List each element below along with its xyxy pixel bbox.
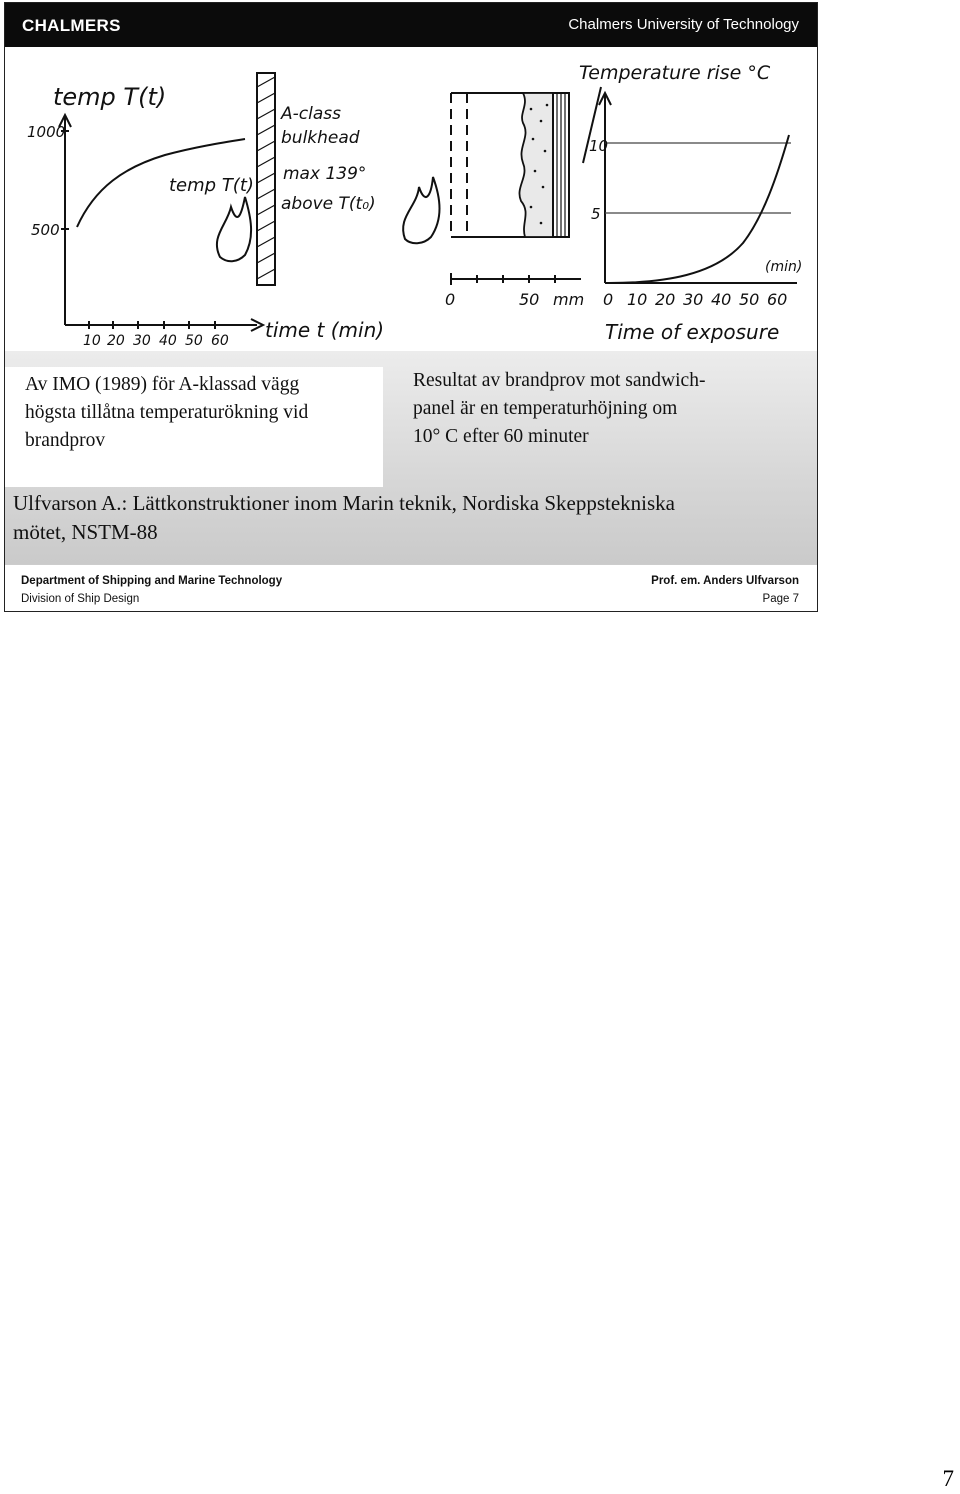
reference xyxy=(13,489,803,547)
caption-line: panel är en temperaturhöjning om xyxy=(413,398,678,419)
slide-footer xyxy=(5,564,817,611)
department-name: Department of Shipping and Marine Technology xyxy=(21,575,283,587)
caption-line: Av IMO (1989) för A-klassad vägg xyxy=(25,374,300,395)
left-x-tick: 10 xyxy=(83,333,101,349)
division-name: Division of Ship Design xyxy=(21,593,140,605)
right-x-tick: 50 xyxy=(739,290,760,309)
right-x-axis-label: Time of exposure xyxy=(605,320,780,344)
right-x-tick: 40 xyxy=(711,290,732,309)
flame-icon xyxy=(403,177,439,243)
caption-right xyxy=(413,367,705,451)
left-y-tick-1000: 1000 xyxy=(27,123,66,141)
flame-icon xyxy=(217,197,251,261)
temperature-rise-curve xyxy=(609,135,789,283)
left-curve-label: temp T(t) xyxy=(169,175,254,196)
right-y-tick-10: 10 xyxy=(589,137,609,155)
caption-line: 10° C efter 60 minuter xyxy=(413,426,589,447)
hand-drawn-figure xyxy=(5,47,817,353)
wall-label-line: max 139° xyxy=(283,164,367,184)
wall-label-line: A-class xyxy=(281,104,341,124)
left-diagram xyxy=(27,73,384,349)
caption-line: brandprov xyxy=(25,430,106,451)
reference-line: mötet, NSTM-88 xyxy=(13,520,158,544)
caption-line: Resultat av brandprov mot sandwich- xyxy=(413,370,706,391)
left-x-tick: 20 xyxy=(107,333,125,349)
left-x-axis-label: time t (min) xyxy=(265,318,385,342)
slide-header xyxy=(5,3,817,47)
right-x-tick: 60 xyxy=(767,290,788,309)
wall-label-line: above T(t₀) xyxy=(281,194,376,214)
bulkhead-wall xyxy=(257,73,275,285)
caption-left xyxy=(25,371,308,455)
wall-label-line: bulkhead xyxy=(281,128,360,148)
left-x-tick: 40 xyxy=(159,333,177,349)
reference-line: Ulfvarson A.: Lättkonstruktioner inom Marin teknik, Nordiska Skeppstekniska xyxy=(13,491,675,515)
right-diagram xyxy=(403,62,802,344)
document-page-number: 7 xyxy=(942,1466,954,1491)
left-y-tick-500: 500 xyxy=(31,221,60,239)
author-name: Prof. em. Anders Ulfvarson xyxy=(651,575,799,587)
right-x-tick: 20 xyxy=(655,290,676,309)
right-x-unit: (min) xyxy=(765,259,803,275)
chalmers-logo: CHALMERS xyxy=(22,16,121,35)
thickness-tick: 0 xyxy=(445,290,456,309)
left-x-tick: 30 xyxy=(133,333,151,349)
left-x-tick: 50 xyxy=(185,333,203,349)
slide xyxy=(4,2,818,612)
university-name: Chalmers University of Technology xyxy=(568,16,799,33)
right-x-tick: 0 xyxy=(603,290,614,309)
thickness-tick: 50 xyxy=(519,290,540,309)
right-x-tick: 10 xyxy=(627,290,648,309)
caption-line: högsta tillåtna temperaturökning vid xyxy=(25,402,309,423)
panel-core-insulation xyxy=(519,93,553,237)
left-y-axis-label: temp T(t) xyxy=(53,83,167,111)
right-x-tick: 30 xyxy=(683,290,704,309)
right-y-axis-label: Temperature rise °C xyxy=(579,62,771,84)
slide-page-label: Page 7 xyxy=(762,593,799,605)
thickness-unit: mm xyxy=(553,290,585,309)
left-x-tick: 60 xyxy=(211,333,229,349)
right-y-tick-5: 5 xyxy=(591,205,601,223)
